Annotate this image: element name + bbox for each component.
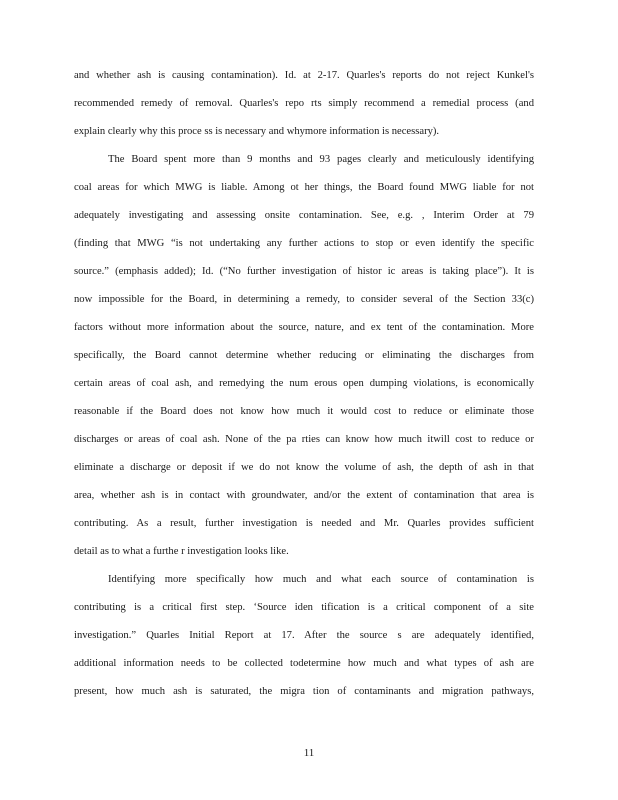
text-line: contributing is a critical first step. ‘Source iden tification is a critical component of a site — [74, 602, 534, 613]
text-line: Identifying more specifically how much and what each source of contamination is — [108, 574, 534, 585]
text-line: source.” (emphasis added); Id. (“No further investigation of histor ic areas is taking place”). It is — [74, 266, 534, 277]
text-line: contributing. As a result, further investigation is needed and Mr. Quarles provides sufficient — [74, 518, 534, 529]
text-line: adequately investigating and assessing onsite contamination. See, e.g. , Interim Order at 79 — [74, 210, 534, 221]
text-line: factors without more information about the source, nature, and ex tent of the contamination. More — [74, 322, 534, 333]
text-line: present, how much ash is saturated, the migra tion of contaminants and migration pathways, — [74, 686, 534, 697]
text-line: specifically, the Board cannot determine whether reducing or eliminating the discharges from — [74, 350, 534, 361]
text-line: area, whether ash is in contact with groundwater, and/or the extent of contamination that area is — [74, 490, 534, 501]
text-line: The Board spent more than 9 months and 93 pages clearly and meticulously identifying — [108, 154, 534, 165]
text-line: investigation.” Quarles Initial Report at 17. After the source s are adequately identified, — [74, 630, 534, 641]
text-line: detail as to what a furthe r investigation looks like. — [74, 546, 289, 557]
text-line: certain areas of coal ash, and remedying the num erous open dumping violations, is economically — [74, 378, 534, 389]
text-line: discharges or areas of coal ash. None of the pa rties can know how much itwill cost to reduce or — [74, 434, 534, 445]
page-number: 11 — [303, 747, 315, 759]
text-line: reasonable if the Board does not know how much it would cost to reduce or eliminate those — [74, 406, 534, 417]
text-line: additional information needs to be collected todetermine how much and what types of ash are — [74, 658, 534, 669]
text-line: (finding that MWG “is not undertaking any further actions to stop or even identify the specific — [74, 238, 534, 249]
text-line: recommended remedy of removal. Quarles's repo rts simply recommend a remedial process (and — [74, 98, 534, 109]
text-line: coal areas for which MWG is liable. Among ot her things, the Board found MWG liable for not — [74, 182, 534, 193]
text-line: eliminate a discharge or deposit if we do not know the volume of ash, the depth of ash in that — [74, 462, 534, 473]
text-line: explain clearly why this proce ss is necessary and whymore information is necessary). — [74, 126, 440, 137]
text-line: now impossible for the Board, in determining a remedy, to consider several of the Section 33(c) — [74, 294, 534, 305]
text-line: and whether ash is causing contamination). Id. at 2-17. Quarles's reports do not reject Kunkel's — [74, 70, 534, 81]
